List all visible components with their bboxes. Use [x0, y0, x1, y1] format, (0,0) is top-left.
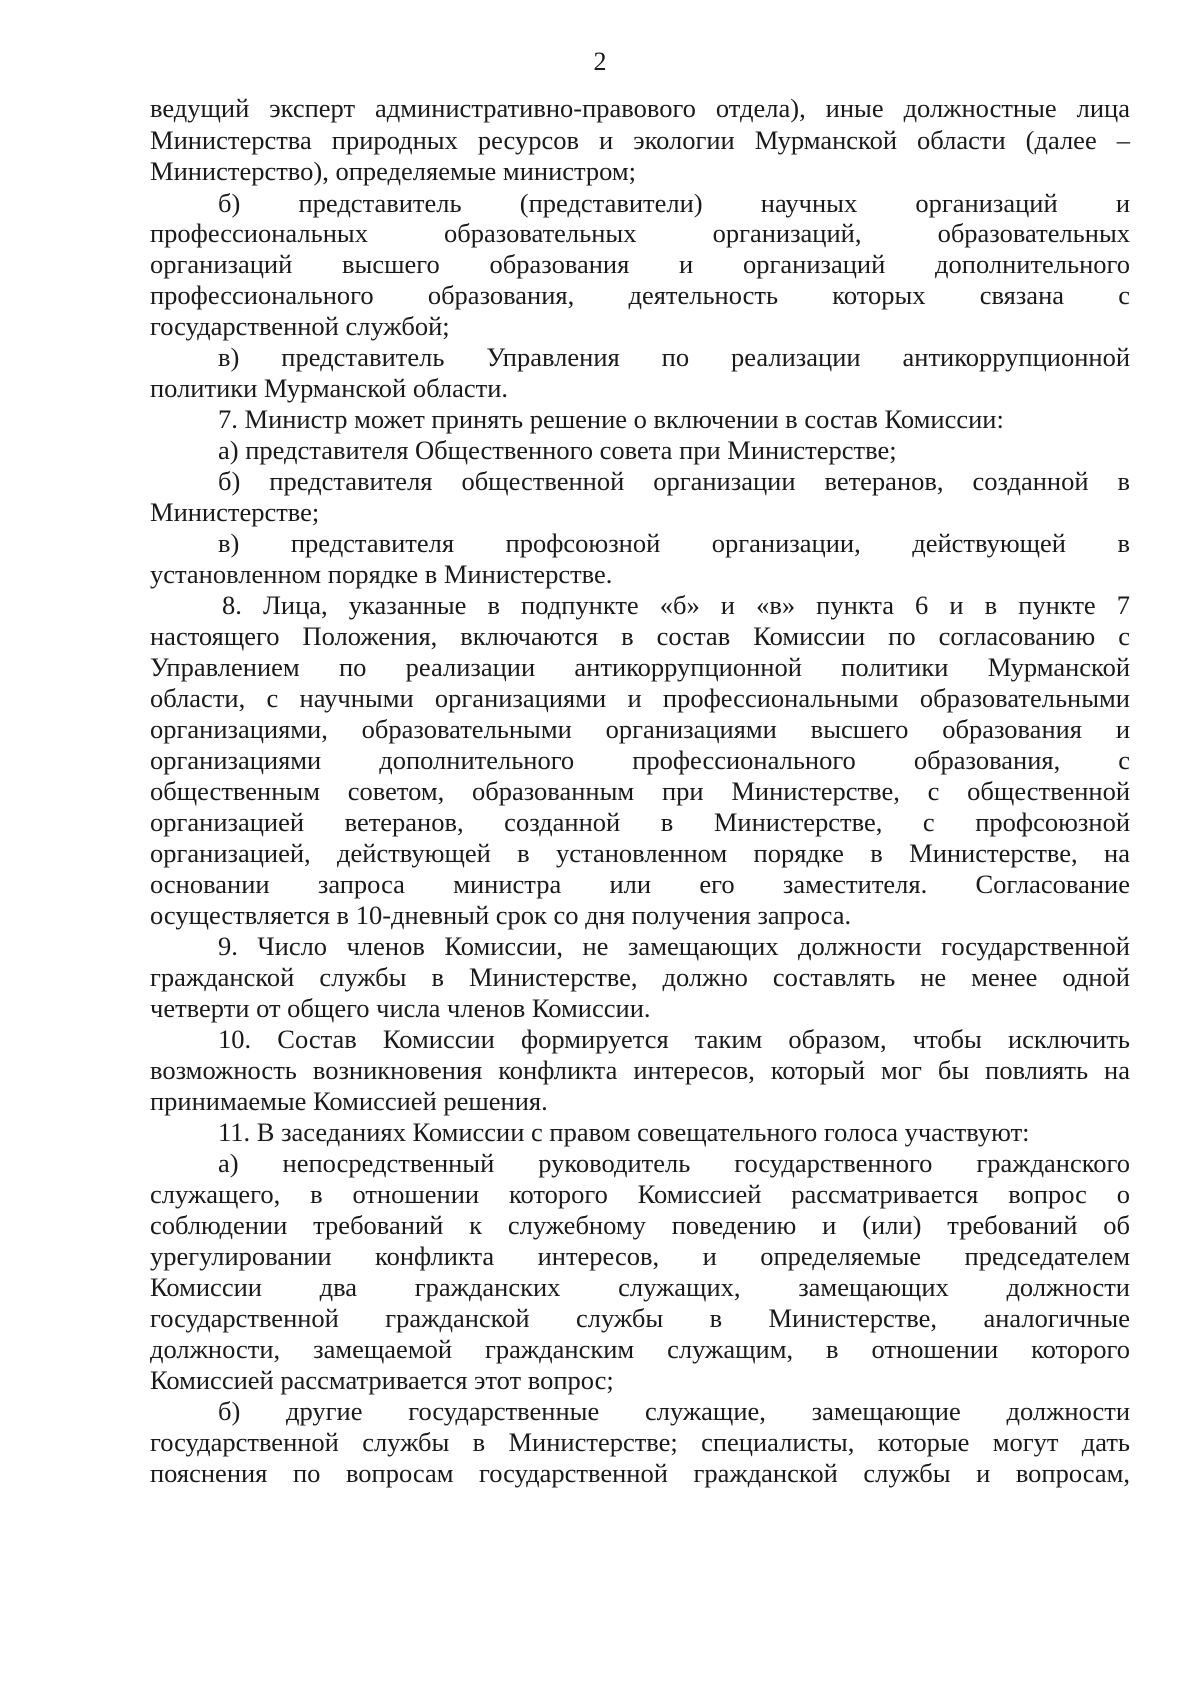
text-line: принимаемые Комиссией решения.	[150, 1086, 548, 1116]
text-line: б) другие государственные служащие, замещающие должности	[218, 1396, 1130, 1426]
text-line: Комиссией рассматривается этот вопрос;	[150, 1365, 614, 1395]
text-line: настоящего Положения, включаются в состав Комиссии по согласованию с	[150, 621, 1130, 651]
text-line: служащего, в отношении которого Комиссией рассматривается вопрос о	[150, 1179, 1130, 1209]
text-line: а) непосредственный руководитель государственного гражданского	[218, 1148, 1130, 1178]
text-line: урегулировании конфликта интересов, и определяемые председателем	[150, 1241, 1130, 1271]
text-line: организаций высшего образования и организаций дополнительного	[150, 249, 1130, 279]
text-line: должности, замещаемой гражданским служащим, в отношении которого	[150, 1334, 1130, 1364]
text-line: Министерстве;	[150, 497, 320, 527]
text-line: политики Мурманской области.	[150, 373, 509, 403]
text-line: в) представитель Управления по реализации антикоррупционной	[218, 342, 1130, 372]
text-line: 10. Состав Комиссии формируется таким образом, чтобы исключить	[218, 1024, 1130, 1054]
text-line: ведущий эксперт административно-правового отдела), иные должностные лица	[150, 93, 1130, 123]
text-line: осуществляется в 10-дневный срок со дня получения запроса.	[150, 900, 852, 930]
text-line: основании запроса министра или его заместителя. Согласование	[150, 869, 1130, 899]
text-line: организациями дополнительного профессионального образования, с	[150, 745, 1130, 775]
text-line: установленном порядке в Министерстве.	[150, 559, 613, 589]
text-line: профессиональных образовательных организаций, образовательных	[150, 218, 1130, 248]
text-line: а) представителя Общественного совета при Министерстве;	[218, 435, 897, 465]
text-line: государственной гражданской службы в Министерстве, аналогичные	[150, 1303, 1130, 1333]
text-line: государственной службы в Министерстве; специалисты, которые могут дать	[150, 1427, 1130, 1457]
text-line: 8. Лица, указанные в подпункте «б» и «в» пункта 6 и в пункте 7	[222, 590, 1130, 620]
text-line: б) представитель (представители) научных организаций и	[218, 188, 1130, 218]
text-line: пояснения по вопросам государственной гражданской службы и вопросам,	[150, 1458, 1130, 1488]
page-number: 2	[593, 47, 607, 76]
text-line: гражданской службы в Министерстве, должно составлять не менее одной	[150, 962, 1130, 992]
text-line: 9. Число членов Комиссии, не замещающих должности государственной	[218, 931, 1130, 961]
text-line: организацией ветеранов, созданной в Министерстве, с профсоюзной	[150, 807, 1130, 837]
text-line: Министерство), определяемые министром;	[150, 156, 637, 186]
text-line: Министерства природных ресурсов и экологии Мурманской области (далее –	[150, 125, 1130, 155]
text-line: области, с научными организациями и профессиональными образовательными	[150, 683, 1130, 713]
text-line: четверти от общего числа членов Комиссии.	[150, 993, 651, 1023]
text-line: государственной службой;	[150, 311, 450, 341]
text-line: Управлением по реализации антикоррупционной политики Мурманской	[150, 652, 1130, 682]
text-line: возможность возникновения конфликта интересов, который мог бы повлиять на	[150, 1055, 1130, 1085]
text-line: организациями, образовательными организациями высшего образования и	[150, 714, 1130, 744]
text-line: б) представителя общественной организации ветеранов, созданной в	[218, 466, 1130, 496]
text-line: в) представителя профсоюзной организации, действующей в	[218, 528, 1130, 558]
text-line: профессионального образования, деятельность которых связана с	[150, 280, 1130, 310]
text-line: общественным советом, образованным при Министерстве, с общественной	[150, 776, 1130, 806]
text-line: соблюдении требований к служебному поведению и (или) требований об	[150, 1210, 1130, 1240]
text-line: организацией, действующей в установленном порядке в Министерстве, на	[150, 838, 1130, 868]
text-line: Комиссии два гражданских служащих, замещающих должности	[150, 1272, 1130, 1302]
text-line: 7. Министр может принять решение о включении в состав Комиссии:	[218, 404, 1004, 434]
text-line: 11. В заседаниях Комиссии с правом совещательного голоса участвуют:	[218, 1117, 1030, 1147]
